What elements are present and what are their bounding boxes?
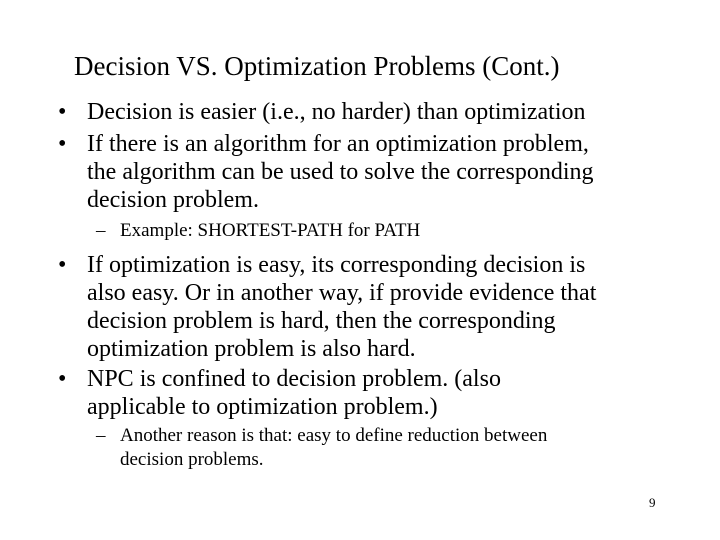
bullet-marker: •: [58, 131, 67, 157]
dash-marker: –: [96, 220, 106, 241]
bullet-line: Decision is easier (i.e., no harder) than optimization: [87, 99, 586, 125]
bullet-line: applicable to optimization problem.): [87, 394, 438, 420]
bullet-line: decision problem.: [87, 187, 259, 213]
bullet-line: If there is an algorithm for an optimization problem,: [87, 131, 589, 157]
sub-bullet-text: [120, 424, 547, 472]
sub-bullet-text: [120, 219, 420, 243]
bullet-line: decision problem is hard, then the corresponding: [87, 308, 556, 334]
sub-bullet-line: Example: SHORTEST-PATH for PATH: [120, 220, 421, 241]
sub-bullet-line: Another reason is that: easy to define reduction between: [120, 425, 548, 446]
bullet-line: also easy. Or in another way, if provide evidence that: [87, 280, 597, 306]
bullet-text: [87, 365, 501, 421]
bullet-text: [87, 251, 596, 363]
bullet-line: optimization problem is also hard.: [87, 336, 416, 362]
sub-bullet-line: decision problems.: [120, 449, 264, 470]
bullet-marker: •: [58, 99, 67, 125]
bullet-text: [87, 98, 586, 126]
bullet-marker: •: [58, 252, 67, 278]
bullet-line: If optimization is easy, its corresponding decision is: [87, 252, 586, 278]
bullet-line: the algorithm can be used to solve the corresponding: [87, 159, 594, 185]
dash-marker: –: [96, 425, 106, 446]
slide-title: Decision VS. Optimization Problems (Cont.): [74, 51, 560, 81]
bullet-text: [87, 130, 594, 214]
page-number: 9: [649, 495, 656, 510]
bullet-marker: •: [58, 366, 67, 392]
bullet-line: NPC is confined to decision problem. (also: [87, 366, 501, 392]
